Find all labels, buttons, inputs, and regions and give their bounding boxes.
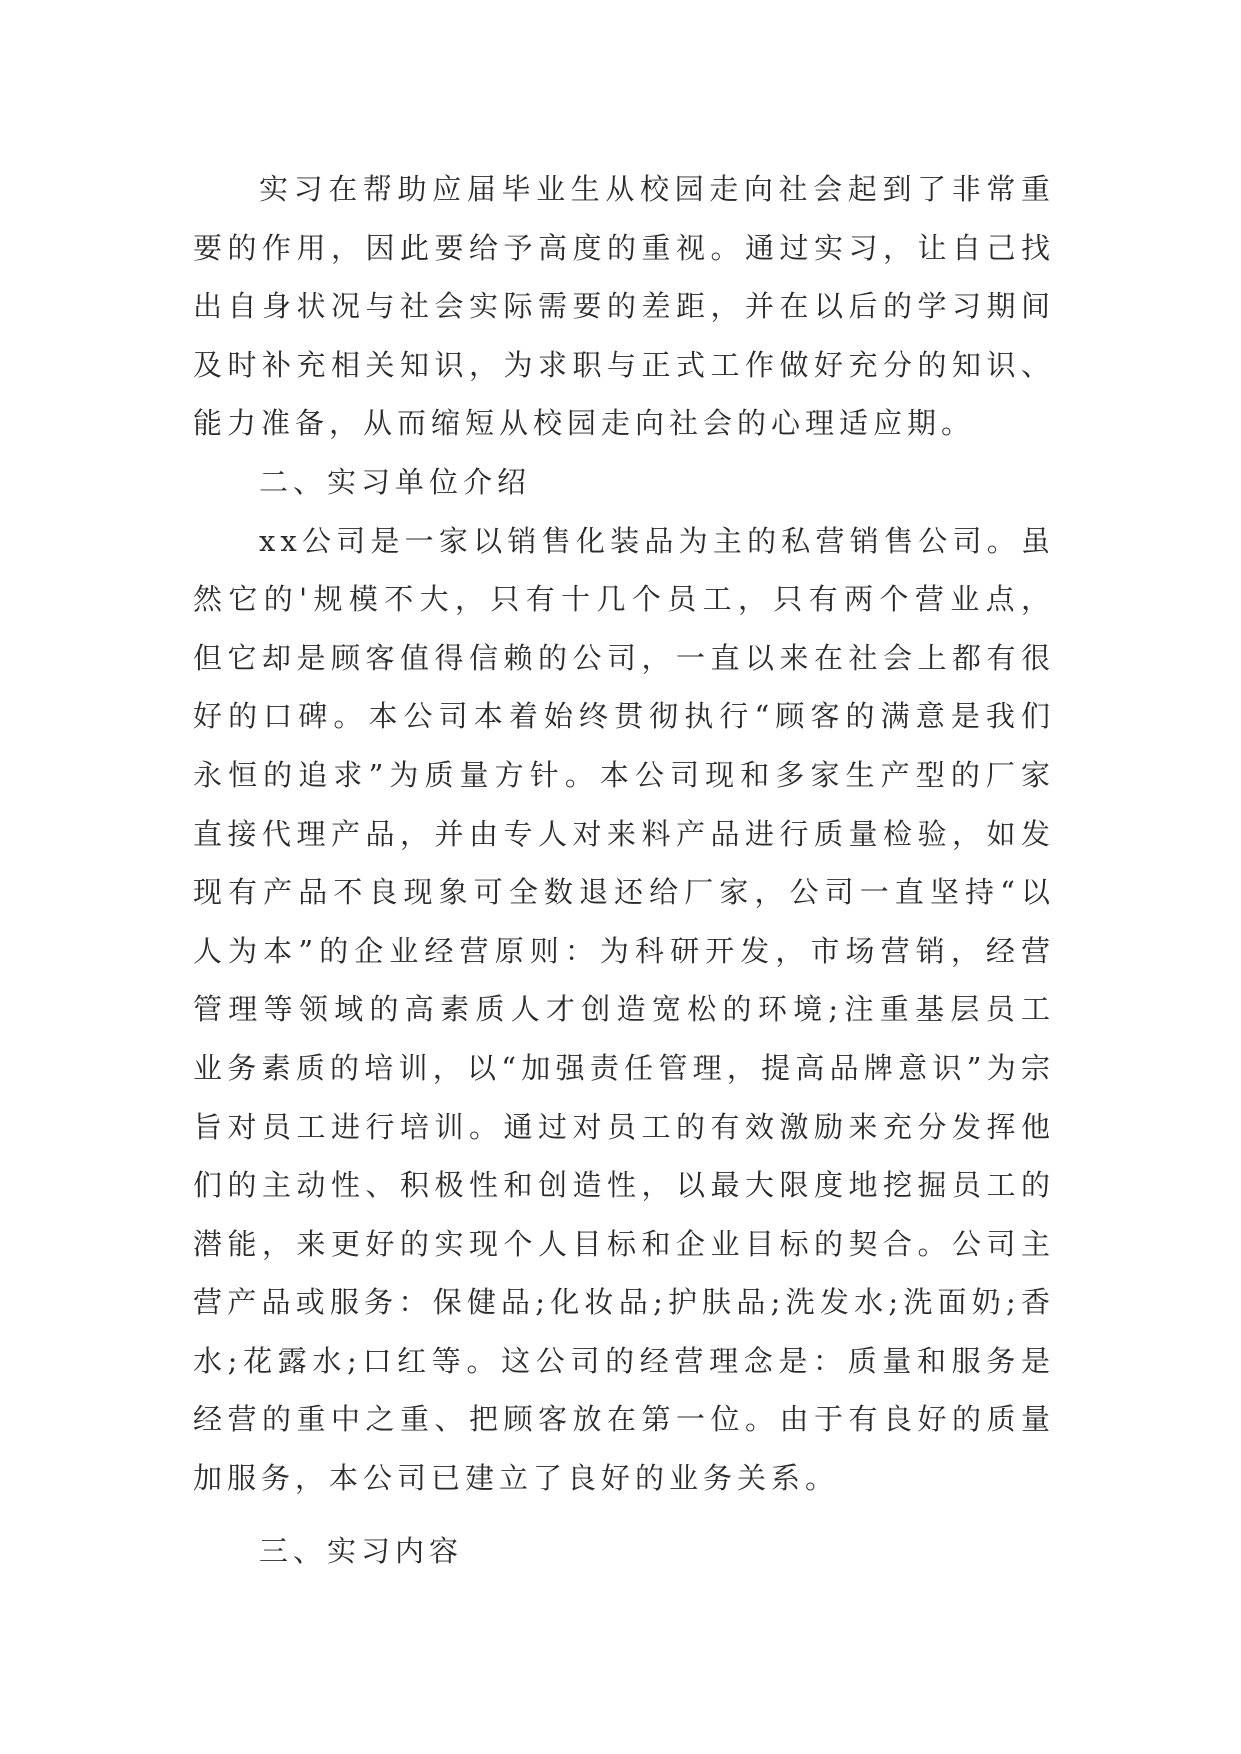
section-heading-company-intro: 二、实习单位介绍 <box>259 464 532 499</box>
document-body <box>193 160 1055 1580</box>
section-heading-internship-content: 三、实习内容 <box>259 1533 464 1568</box>
paragraph-internship-purpose: 实习在帮助应届毕业生从校园走向社会起到了非常重要的作用，因此要给予高度的重视。通过实习，让自己找出自身状况与社会实际需要的差距，并在以后的学习期间及时补充相关知识，为求职与正式工作做好充分的知识、能力准备，从而缩短从校园走向社会的心理适应期。 <box>193 172 1055 441</box>
paragraph-company-intro: xx公司是一家以销售化装品为主的私营销售公司。虽然它的'规模不大，只有十几个员工，只有两个营业点，但它却是顾客值得信赖的公司，一直以来在社会上都有很好的口碑。本公司本着始终贯彻执行“顾客的满意是我们永恒的追求”为质量方针。本公司现和多家生产型的厂家直接代理产品，并由专人对来料产品进行质量检验，如发现有产品不良现象可全数退还给厂家，公司一直坚持“以人为本”的企业经营原则：为科研开发，市场营销，经营管理等领域的高素质人才创造宽松的环境;注重基层员工业务素质的培训，以“加强责任管理，提高品牌意识”为宗旨对员工进行培训。通过对员工的有效激励来充分发挥他们的主动性、积极性和创造性，以最大限度地挖掘员工的潜能，来更好的实现个人目标和企业目标的契合。公司主营产品或服务：保健品;化妆品;护肤品;洗发水;洗面奶;香水;花露水;口红等。这公司的经营理念是：质量和服务是经营的重中之重、把顾客放在第一位。由于有良好的质量加服务，本公司已建立了良好的业务关系。 <box>193 523 1055 1496</box>
